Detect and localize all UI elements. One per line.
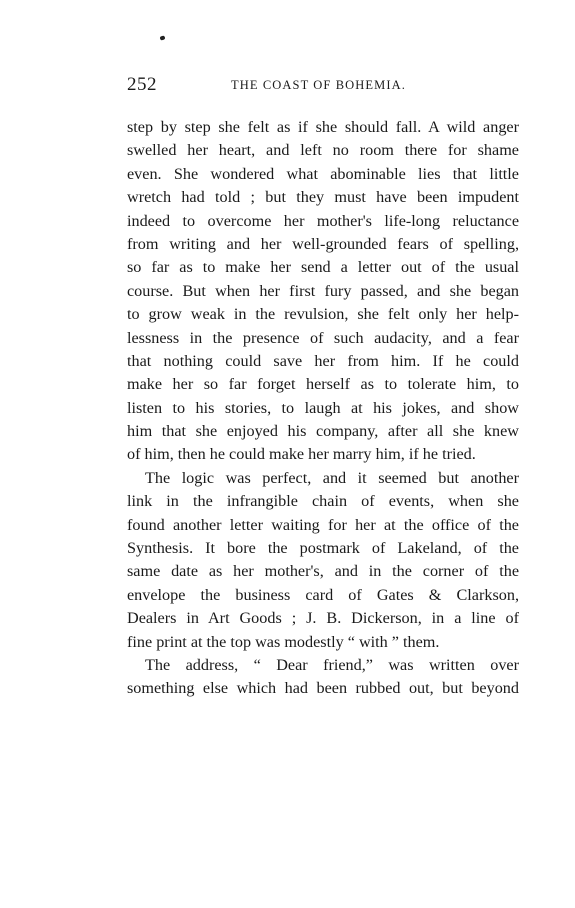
text-line: from writing and her well-grounded fears of spelling, bbox=[127, 234, 519, 253]
text-line: that nothing could save her from him. If he could bbox=[127, 351, 519, 370]
text-line: so far as to make her send a letter out of the usual bbox=[127, 258, 519, 277]
running-head bbox=[127, 74, 519, 98]
page-number: 252 bbox=[127, 74, 157, 95]
text-line: him that she enjoyed his company, after all she knew bbox=[127, 422, 519, 441]
text-line: listen to his stories, to laugh at his jokes, and show bbox=[127, 398, 519, 417]
text-line: swelled her heart, and left no room there for shame bbox=[127, 141, 519, 160]
text-line: step by step she felt as if she should fall. A wild anger bbox=[127, 118, 519, 136]
text-line: fine print at the top was modestly “ with ” them. bbox=[127, 632, 440, 651]
text-line: The address, “ Dear friend,” was written over bbox=[145, 655, 519, 674]
paragraph-1 bbox=[127, 116, 519, 467]
paragraph-3 bbox=[127, 654, 519, 701]
paragraph-2 bbox=[127, 467, 519, 654]
text-line: same date as her mother's, and in the corner of the bbox=[127, 562, 519, 581]
text-line: found another letter waiting for her at the office of the bbox=[127, 515, 519, 534]
text-line: The logic was perfect, and it seemed but another bbox=[145, 468, 519, 487]
text-line: indeed to overcome her mother's life-long reluctance bbox=[127, 211, 519, 230]
text-line: something else which had been rubbed out, but beyond bbox=[127, 679, 519, 698]
text-line: make her so far forget herself as to tolerate him, to bbox=[127, 375, 519, 394]
text-line: lessness in the presence of such audacity, and a fear bbox=[127, 328, 519, 347]
text-line: even. She wondered what abominable lies that little bbox=[127, 164, 519, 183]
ink-speck bbox=[159, 35, 165, 40]
text-line: Synthesis. It bore the postmark of Lakeland, of the bbox=[127, 539, 519, 558]
text-line: Dealers in Art Goods ; J. B. Dickerson, in a line of bbox=[127, 609, 519, 628]
text-line: of him, then he could make her marry him, if he tried. bbox=[127, 445, 476, 464]
body-text bbox=[127, 116, 519, 701]
text-line: to grow weak in the revulsion, she felt only her help- bbox=[127, 305, 519, 324]
text-line: link in the infrangible chain of events, when she bbox=[127, 492, 519, 511]
text-line: envelope the business card of Gates & Clarkson, bbox=[127, 585, 519, 604]
text-line: wretch had told ; but they must have been impudent bbox=[127, 188, 519, 207]
book-title: THE COAST OF BOHEMIA. bbox=[231, 78, 406, 92]
text-line: course. But when her first fury passed, and she began bbox=[127, 281, 519, 300]
